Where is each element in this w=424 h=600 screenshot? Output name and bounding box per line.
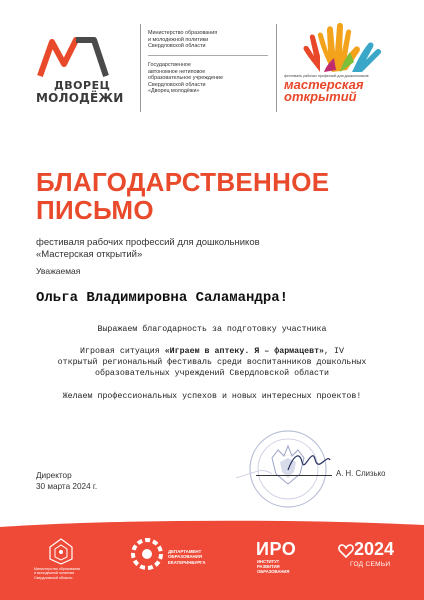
director-block xyxy=(36,470,97,492)
department-logo-icon xyxy=(130,537,164,571)
letter-subtitle-line-1: фестиваля рабочих профессий для дошкольников xyxy=(36,237,260,248)
signer-name: А. Н. Слизько xyxy=(336,469,386,478)
footer-ministry-line: и молодежной политики xyxy=(34,571,75,576)
dvorets-logo-text xyxy=(36,80,124,104)
thanks-line: Выражаем благодарность за подготовку участника xyxy=(97,325,327,334)
institution-line: Государственное xyxy=(148,62,191,68)
iro-caption-line: ОБРАЗОВАНИЯ xyxy=(257,569,290,574)
body-line-3: образовательных учреждений Свердловской области xyxy=(94,369,329,378)
festival-hands-logo-icon xyxy=(292,22,392,74)
footer-ministry-line: Министерство образования xyxy=(34,567,81,571)
situation-title: «Играем в аптеку. Я – фармацевт» xyxy=(164,347,325,356)
institution-line: Свердловской области xyxy=(148,81,206,88)
institution-line: автономное нетиповое xyxy=(148,68,206,75)
iro-caption xyxy=(257,559,289,574)
greeting: Уважаемая xyxy=(36,266,81,276)
ministry-line: Свердловской области xyxy=(148,43,206,50)
dvorets-molodezhi-logo-icon xyxy=(36,32,126,82)
footer-department-line: ОБРАЗОВАНИЯ xyxy=(168,554,202,560)
letter-title-line-2: ПИСЬМО xyxy=(36,195,154,225)
footer-department-line: ДЕПАРТАМЕНТ xyxy=(168,549,202,554)
letter-title-line-1: БЛАГОДАРСТВЕННОЕ xyxy=(36,167,330,197)
recipient-name: Ольга Владимировна Саламандра! xyxy=(36,290,289,306)
body-line-2: открытый региональный фестиваль среди воспитанников дошкольных xyxy=(57,358,367,367)
institution-block xyxy=(148,62,223,95)
letter-title xyxy=(36,168,329,224)
heart-icon xyxy=(338,543,354,559)
footer-ministry-line: Свердловской области xyxy=(34,575,73,580)
wishes-line: Желаем профессиональных успехов и новых интересных проектов! xyxy=(62,392,362,401)
ministry-footer-logo-icon xyxy=(48,537,74,565)
year-family-caption: ГОД СЕМЬИ xyxy=(350,561,391,568)
signature-line xyxy=(256,475,332,476)
festival-title xyxy=(284,79,364,103)
footer-department-label xyxy=(168,549,206,565)
header-divider-left xyxy=(140,24,141,112)
logo-line-1: ДВОРЕЦ xyxy=(54,79,111,92)
footer-ministry-label xyxy=(34,567,80,580)
institution-line: образовательное учреждение xyxy=(148,75,223,82)
body-line-1-pre: Игровая ситуация xyxy=(80,347,165,356)
festival-title-line-1: мастерская xyxy=(284,77,364,92)
signing-date: 30 марта 2024 г. xyxy=(36,482,98,491)
year-2024-label: 2024 xyxy=(354,539,395,559)
iro-caption-line: ИНСТИТУТ xyxy=(257,559,280,564)
festival-title-line-2: открытий xyxy=(284,89,357,104)
body-line-1-post: , IV xyxy=(324,347,344,356)
iro-logo: ИРО xyxy=(256,539,297,559)
org-divider xyxy=(148,55,268,56)
footer-bar xyxy=(0,519,424,600)
director-role: Директор xyxy=(36,471,72,480)
festival-caption: фестиваль рабочих профессий для дошкольников xyxy=(284,74,369,78)
body-line-1 xyxy=(0,347,424,356)
letter-subtitle-line-2: «Мастерская открытий» xyxy=(36,249,143,260)
iro-caption-line: РАЗВИТИЯ xyxy=(257,564,280,569)
signature-icon xyxy=(284,448,334,476)
header-divider-right xyxy=(276,24,277,112)
ministry-block xyxy=(148,30,217,50)
ministry-line: Министерство образования xyxy=(148,30,218,36)
logo-line-2: МОЛОДЁЖИ xyxy=(36,91,124,105)
footer-department-line: ЕКАТЕРИНБУРГА xyxy=(168,559,206,565)
institution-line: «Дворец молодёжи» xyxy=(148,88,200,95)
letter-subtitle xyxy=(36,237,260,261)
ministry-line: и молодежной политики xyxy=(148,36,209,43)
